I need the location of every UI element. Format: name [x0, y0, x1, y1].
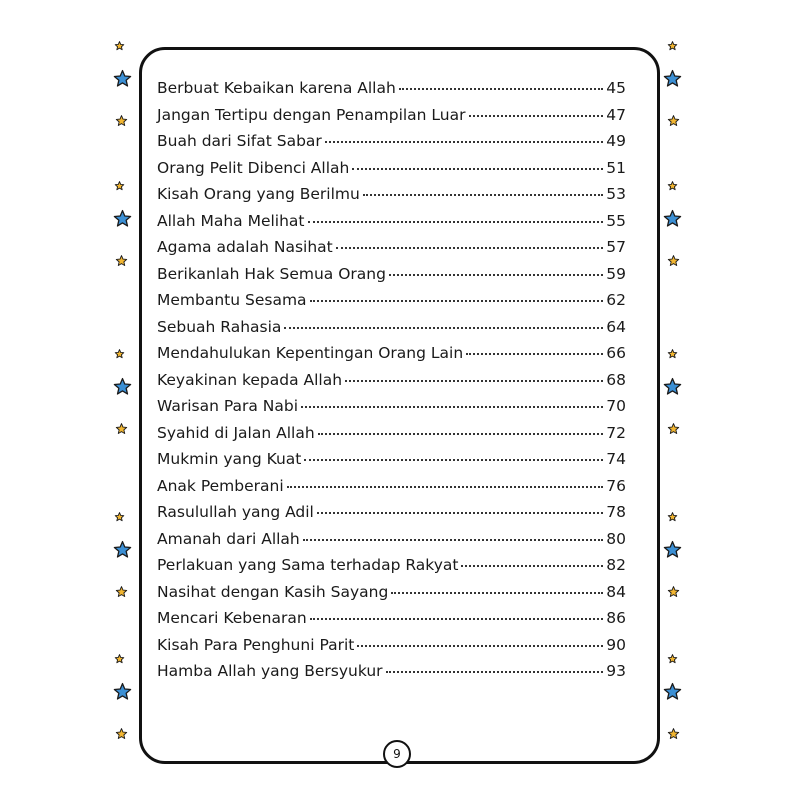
star-icon [113, 39, 126, 52]
dot-leader [310, 300, 604, 302]
star-icon [666, 179, 679, 192]
dot-leader [363, 194, 603, 196]
toc-entry [157, 450, 626, 477]
toc-entry-title: Mencari Kebenaran [157, 609, 307, 627]
dot-leader [389, 274, 603, 276]
toc-entry-title: Mukmin yang Kuat [157, 450, 302, 468]
toc-entry-page: 64 [606, 317, 626, 336]
dot-leader [345, 380, 603, 382]
toc-entry-title: Perlakuan yang Sama terhadap Rakyat [157, 556, 459, 574]
table-of-contents [157, 79, 626, 689]
toc-entry-page: 80 [606, 529, 626, 548]
toc-entry [157, 106, 626, 133]
toc-entry-page: 84 [606, 582, 626, 601]
toc-entry-title: Berbuat Kebaikan karena Allah [157, 79, 396, 97]
toc-entry-page: 66 [606, 344, 626, 362]
toc-entry [157, 556, 626, 583]
toc-entry [157, 636, 626, 663]
star-icon [662, 681, 683, 702]
toc-entry-title: Kisah Para Penghuni Parit [157, 635, 355, 654]
star-icon [113, 179, 126, 192]
star-icon [112, 539, 133, 560]
toc-entry-page: 93 [606, 662, 626, 680]
dot-leader [386, 671, 604, 673]
star-icon [666, 113, 681, 128]
dot-leader [466, 353, 603, 355]
star-icon [112, 681, 133, 702]
toc-entry-page: 55 [606, 211, 626, 230]
star-icon [666, 347, 679, 360]
toc-entry [157, 212, 626, 239]
dot-leader [284, 327, 603, 329]
star-icon [666, 652, 679, 665]
toc-entry-title: Rasulullah yang Adil [157, 503, 314, 521]
page-number: 9 [393, 747, 401, 761]
dot-leader [352, 168, 603, 170]
dot-leader [318, 433, 604, 435]
toc-entry-page: 78 [606, 503, 626, 521]
star-icon [112, 208, 133, 229]
toc-entry-page: 90 [606, 635, 626, 654]
toc-entry-title: Membantu Sesama [157, 291, 307, 309]
toc-entry [157, 424, 626, 451]
toc-entry [157, 503, 626, 530]
toc-entry [157, 185, 626, 212]
star-icon [666, 421, 681, 436]
toc-entry-title: Berikanlah Hak Semua Orang [157, 264, 386, 283]
star-icon [112, 376, 133, 397]
star-icon [112, 68, 133, 89]
toc-entry-title: Amanah dari Allah [157, 529, 300, 548]
page-number-badge [383, 740, 411, 768]
dot-leader [310, 618, 604, 620]
toc-entry [157, 291, 626, 318]
toc-entry [157, 159, 626, 186]
dot-leader [357, 645, 603, 647]
toc-entry [157, 583, 626, 610]
toc-entry-page: 62 [606, 291, 626, 309]
toc-entry [157, 265, 626, 292]
star-icon [666, 726, 681, 741]
dot-leader [308, 221, 604, 223]
toc-entry [157, 609, 626, 636]
toc-entry-page: 76 [606, 476, 626, 495]
dot-leader [317, 512, 603, 514]
toc-entry-title: Agama adalah Nasihat [157, 238, 333, 256]
dot-leader [469, 115, 604, 117]
toc-entry-page: 82 [606, 556, 626, 574]
toc-entry-title: Sebuah Rahasia [157, 317, 282, 336]
toc-entry-page: 86 [606, 609, 626, 627]
star-icon [114, 726, 129, 741]
dot-leader [304, 459, 603, 461]
toc-entry-page: 59 [606, 264, 626, 283]
toc-entry-page: 51 [606, 158, 626, 177]
toc-entry-title: Orang Pelit Dibenci Allah [157, 158, 350, 177]
star-icon [666, 584, 681, 599]
toc-entry [157, 371, 626, 398]
star-icon [666, 510, 679, 523]
toc-entry [157, 530, 626, 557]
star-icon [114, 253, 129, 268]
toc-entry-page: 53 [606, 185, 626, 203]
toc-entry-page: 57 [606, 238, 626, 256]
star-icon [662, 376, 683, 397]
toc-entry-title: Mendahulukan Kepentingan Orang Lain [157, 344, 464, 362]
toc-entry [157, 132, 626, 159]
toc-entry-title: Kisah Orang yang Berilmu [157, 185, 360, 203]
toc-entry-title: Syahid di Jalan Allah [157, 423, 315, 442]
toc-entry-page: 47 [606, 105, 626, 124]
star-icon [113, 510, 126, 523]
toc-entry-title: Allah Maha Melihat [157, 211, 305, 230]
star-icon [113, 347, 126, 360]
toc-entry [157, 79, 626, 106]
toc-entry-page: 68 [606, 370, 626, 389]
toc-entry-page: 72 [606, 423, 626, 442]
toc-entry [157, 397, 626, 424]
star-icon [666, 39, 679, 52]
star-icon [114, 421, 129, 436]
toc-entry [157, 238, 626, 265]
toc-entry [157, 344, 626, 371]
toc-entry-title: Jangan Tertipu dengan Penampilan Luar [157, 105, 466, 124]
toc-entry-title: Hamba Allah yang Bersyukur [157, 662, 383, 680]
dot-leader [336, 247, 604, 249]
star-icon [114, 584, 129, 599]
toc-entry-page: 74 [606, 450, 626, 468]
star-icon [662, 539, 683, 560]
toc-entry [157, 477, 626, 504]
toc-entry-page: 49 [606, 132, 626, 150]
toc-entry-title: Buah dari Sifat Sabar [157, 132, 322, 150]
toc-entry [157, 318, 626, 345]
star-icon [114, 113, 129, 128]
toc-entry-title: Keyakinan kepada Allah [157, 370, 343, 389]
toc-entry [157, 662, 626, 689]
toc-entry-title: Nasihat dengan Kasih Sayang [157, 582, 389, 601]
toc-entry-title: Anak Pemberani [157, 476, 284, 495]
star-icon [662, 208, 683, 229]
star-icon [662, 68, 683, 89]
dot-leader [303, 539, 604, 541]
toc-entry-page: 45 [606, 79, 626, 97]
dot-leader [399, 88, 603, 90]
toc-entry-title: Warisan Para Nabi [157, 397, 299, 415]
star-icon [666, 253, 681, 268]
dot-leader [301, 406, 603, 408]
dot-leader [287, 486, 604, 488]
star-icon [113, 652, 126, 665]
dot-leader [461, 565, 603, 567]
dot-leader [325, 141, 603, 143]
toc-entry-page: 70 [606, 397, 626, 415]
dot-leader [391, 592, 603, 594]
